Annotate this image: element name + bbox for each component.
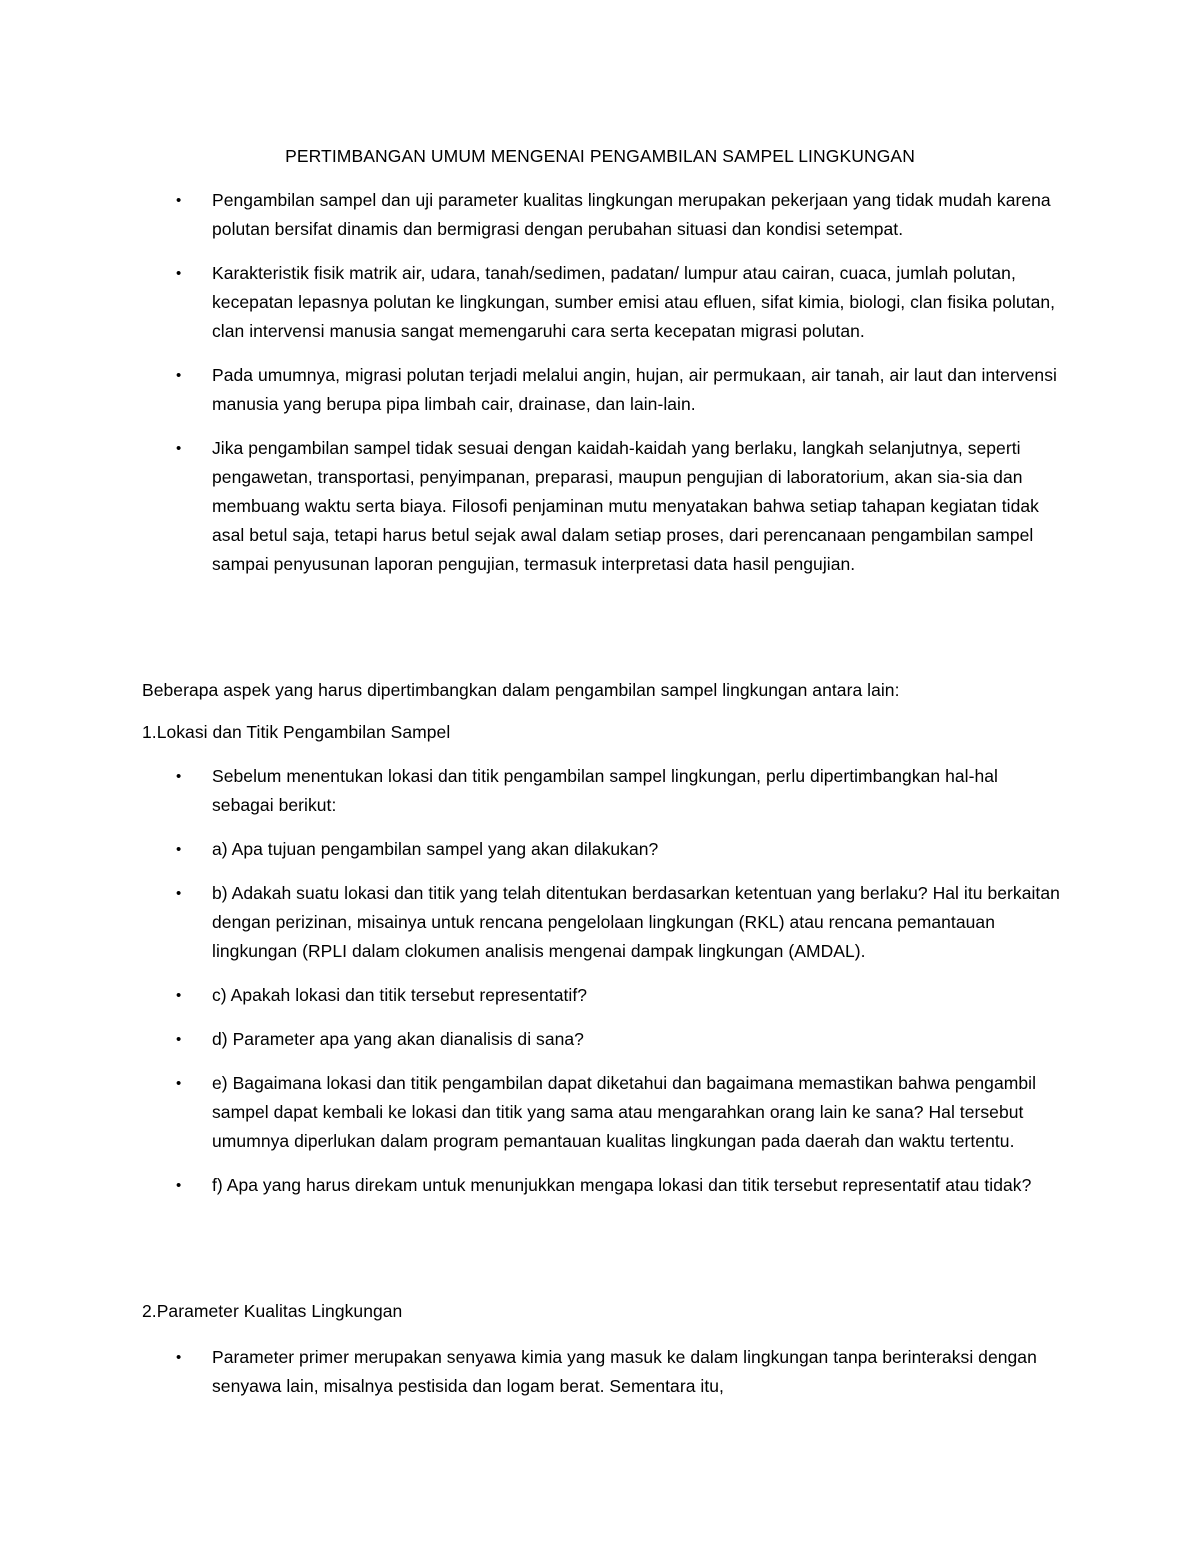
section-heading-parameter: 2.Parameter Kualitas Lingkungan bbox=[142, 1301, 403, 1321]
document-title: PERTIMBANGAN UMUM MENGENAI PENGAMBILAN SAMPEL LINGKUNGAN bbox=[285, 146, 915, 166]
list-item bbox=[0, 879, 1200, 966]
bullet-text: Pengambilan sampel dan uji parameter kualitas lingkungan merupakan pekerjaan yang tidak mudah karena polutan bersifat dinamis dan bermigrasi dengan perubahan situasi dan kondisi setempat. bbox=[212, 190, 1051, 239]
bullet-text: Karakteristik fisik matrik air, udara, tanah/sedimen, padatan/ lumpur atau cairan, cuaca, jumlah polutan, kecepatan lepasnya polutan ke lingkungan, sumber emisi atau efluen, sifat kimia, biologi, clan fisika polutan, clan intervensi manusia sangat memengaruhi cara serta kecepatan migrasi polutan. bbox=[212, 263, 1056, 341]
intro-paragraph: Beberapa aspek yang harus dipertimbangkan dalam pengambilan sampel lingkungan antara lain: bbox=[142, 680, 900, 700]
list-item bbox=[0, 762, 1200, 820]
list-item bbox=[0, 1069, 1200, 1156]
bullet-icon: • bbox=[176, 1031, 182, 1048]
bullet-icon: • bbox=[176, 1177, 182, 1194]
bullet-icon: • bbox=[176, 265, 182, 282]
bullet-icon: • bbox=[176, 440, 182, 457]
bullet-text: c) Apakah lokasi dan titik tersebut representatif? bbox=[212, 985, 588, 1005]
bullet-text: Sebelum menentukan lokasi dan titik pengambilan sampel lingkungan, perlu dipertimbangkan hal-hal sebagai berikut: bbox=[212, 766, 998, 815]
bullet-icon: • bbox=[176, 841, 182, 858]
list-item bbox=[0, 981, 1200, 1010]
list-item bbox=[0, 259, 1200, 346]
bullet-text: d) Parameter apa yang akan dianalisis di sana? bbox=[212, 1029, 584, 1049]
bullet-icon: • bbox=[176, 1349, 182, 1366]
bullet-icon: • bbox=[176, 1075, 182, 1092]
bullet-text: b) Adakah suatu lokasi dan titik yang telah ditentukan berdasarkan ketentuan yang berlaku? Hal itu berkaitan dengan perizinan, misainya untuk rencana pengelolaan lingkungan (RKL) atau rencana pemantauan lingkungan (RPLI dalam clokumen analisis mengenai dampak lingkungan (AMDAL). bbox=[212, 883, 1060, 961]
list-item bbox=[0, 835, 1200, 864]
bullet-text: e) Bagaimana lokasi dan titik pengambilan dapat diketahui dan bagaimana memastikan bahwa pengambil sampel dapat kembali ke lokasi dan titik yang sama atau mengarahkan orang lain ke sana? Hal tersebut umumnya diperlukan dalam program pemantauan kualitas lingkungan pada daerah dan waktu tertentu. bbox=[212, 1073, 1037, 1151]
bullet-text: f) Apa yang harus direkam untuk menunjukkan mengapa lokasi dan titik tersebut representatif atau tidak? bbox=[212, 1175, 1032, 1195]
section-2-bullet-list bbox=[0, 1343, 1200, 1416]
list-item bbox=[0, 434, 1200, 579]
list-item bbox=[0, 1025, 1200, 1054]
bullet-text: a) Apa tujuan pengambilan sampel yang akan dilakukan? bbox=[212, 839, 659, 859]
bullet-icon: • bbox=[176, 192, 182, 209]
list-item bbox=[0, 1343, 1200, 1401]
intro-bullet-list bbox=[0, 186, 1200, 594]
bullet-text: Parameter primer merupakan senyawa kimia yang masuk ke dalam lingkungan tanpa berinteraksi dengan senyawa lain, misalnya pestisida dan logam berat. Sementara itu, bbox=[212, 1347, 1037, 1396]
bullet-icon: • bbox=[176, 987, 182, 1004]
section-heading-lokasi: 1.Lokasi dan Titik Pengambilan Sampel bbox=[142, 722, 451, 742]
bullet-icon: • bbox=[176, 367, 182, 384]
list-item bbox=[0, 1171, 1200, 1200]
bullet-icon: • bbox=[176, 768, 182, 785]
list-item bbox=[0, 186, 1200, 244]
section-1-bullet-list bbox=[0, 762, 1200, 1215]
bullet-text: Jika pengambilan sampel tidak sesuai dengan kaidah-kaidah yang berlaku, langkah selanjutnya, seperti pengawetan, transportasi, penyimpanan, preparasi, maupun pengujian di laboratorium, akan sia-sia dan membuang waktu serta biaya. Filosofi penjaminan mutu menyatakan bahwa setiap tahapan kegiatan tidak asal betul saja, tetapi harus betul sejak awal dalam setiap proses, dari perencanaan pengambilan sampel sampai penyusunan laporan pengujian, termasuk interpretasi data hasil pengujian. bbox=[212, 438, 1039, 574]
list-item bbox=[0, 361, 1200, 419]
bullet-icon: • bbox=[176, 885, 182, 902]
bullet-text: Pada umumnya, migrasi polutan terjadi melalui angin, hujan, air permukaan, air tanah, air laut dan intervensi manusia yang berupa pipa limbah cair, drainase, dan lain-lain. bbox=[212, 365, 1057, 414]
